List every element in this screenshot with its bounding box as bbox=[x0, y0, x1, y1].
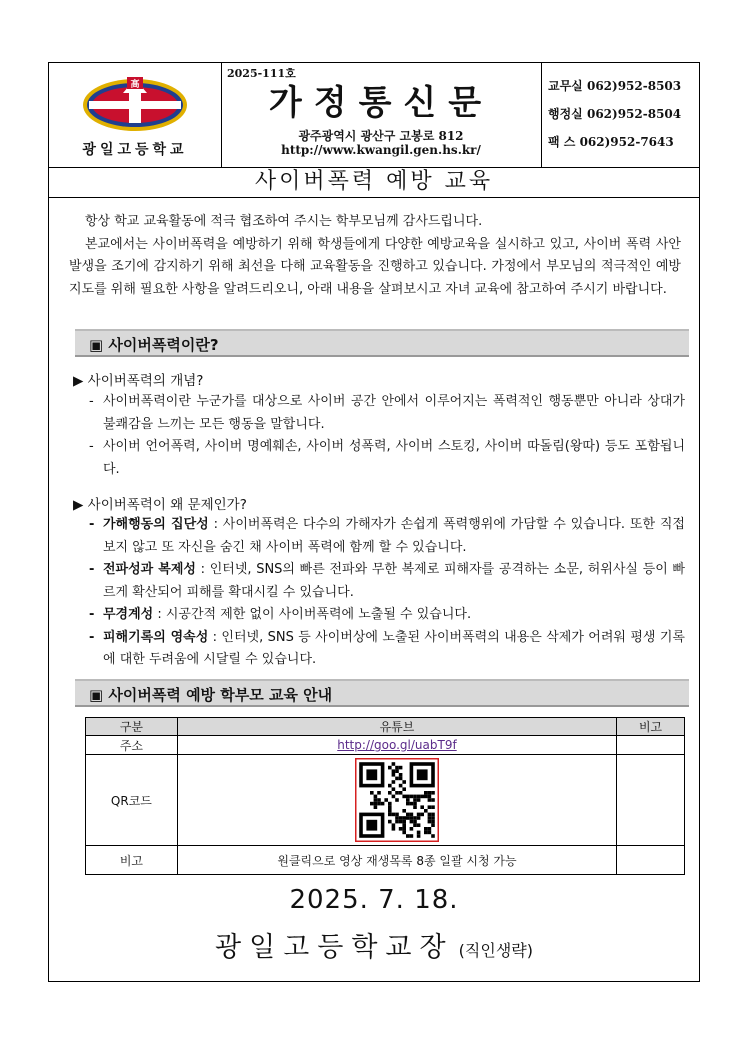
qr-code-icon[interactable] bbox=[355, 758, 439, 842]
logo-column bbox=[49, 63, 222, 167]
section-title: ▣ 사이버폭력이란? bbox=[89, 336, 219, 354]
table-cell bbox=[617, 736, 685, 755]
section-title: ▣ 사이버폭력 예방 학부모 교육 안내 bbox=[89, 686, 333, 704]
table-cell bbox=[617, 846, 685, 875]
newsletter-title: 가정통신문 bbox=[268, 83, 494, 123]
school-url[interactable]: http://www.kwangil.gen.hs.kr/ bbox=[281, 143, 481, 157]
contact-line bbox=[548, 77, 681, 94]
table-cell: 원클릭으로 영상 재생목록 8종 일괄 시청 가능 bbox=[177, 846, 616, 875]
contact-column bbox=[541, 63, 702, 167]
newsletter-page bbox=[48, 62, 700, 982]
contact-label: 팩 스 bbox=[548, 135, 576, 149]
list-item: - 무경계성 : 시공간적 제한 없이 사이버폭력에 노출될 수 있습니다. bbox=[89, 607, 472, 622]
list-item: - 사이버 언어폭력, 사이버 명예훼손, 사이버 성폭력, 사이버 스토킹, 사이버 따돌림(왕따) 등도 포함됩니다. bbox=[89, 439, 685, 477]
principal-name: 광일고등학교장 bbox=[215, 932, 454, 963]
table-cell: QR코드 bbox=[86, 755, 178, 846]
svg-text:高: 高 bbox=[130, 80, 140, 90]
table-row bbox=[86, 736, 685, 755]
item-term: 가해행동의 집단성 bbox=[103, 517, 209, 532]
list-item: - 전파성과 복제성 : 인터넷, SNS의 빠른 전파와 무한 복제로 피해자를 공격하는 소문, 허위사실 등이 빠르게 확산되어 피해를 확대시킬 수 있습니다. bbox=[89, 562, 685, 600]
intro-paragraph: 항상 학교 교육활동에 적극 협조하여 주시는 학부모님께 감사드립니다. bbox=[85, 214, 483, 229]
school-emblem-icon bbox=[79, 73, 191, 135]
contact-label: 교무실 bbox=[548, 79, 583, 93]
item-term: 무경계성 bbox=[103, 607, 154, 622]
table-header-cell: 구분 bbox=[86, 718, 178, 736]
education-table bbox=[85, 717, 685, 875]
table-cell: 비고 bbox=[86, 846, 178, 875]
item-term: 피해기록의 영속성 bbox=[103, 629, 209, 645]
table-cell: 주소 bbox=[86, 736, 178, 755]
intro-text bbox=[69, 211, 681, 301]
table-header-row bbox=[86, 718, 685, 736]
school-address: 광주광역시 광산구 고봉로 812 bbox=[298, 129, 464, 143]
problem-list bbox=[89, 514, 685, 672]
subject-title: 사이버폭력 예방 교육 bbox=[49, 167, 699, 198]
section-header bbox=[75, 679, 689, 707]
contact-value: 062)952-7643 bbox=[579, 135, 674, 149]
intro-paragraph: 본교에서는 사이버폭력을 예방하기 위해 학생들에게 다양한 예방교육을 실시하고 있고, 사이버 폭력 사안 발생을 조기에 감지하기 위해 최선을 다해 교육활동을 진행하고 있습니다. 가정에서 부모님의 적극적인 예방지도를 위해 필요한 사항을 알려드리오니, 아래 내용을 살펴보시고 자녀 교육에 참고하여 주시기 바랍니다. bbox=[69, 236, 681, 297]
table-header-cell: 유튜브 bbox=[177, 718, 616, 736]
table-row bbox=[86, 755, 685, 846]
contact-value: 062)952-8504 bbox=[586, 107, 682, 121]
issue-number: 2025-111호 bbox=[227, 67, 296, 80]
newsletter-header bbox=[49, 63, 699, 168]
title-column bbox=[221, 63, 541, 167]
youtube-link[interactable]: http://goo.gl/uabT9f bbox=[337, 738, 457, 752]
question-heading: ▶ 사이버폭력이 왜 문제인가? bbox=[73, 497, 247, 513]
table-cell bbox=[617, 755, 685, 846]
contact-value: 062)952-8503 bbox=[586, 79, 682, 93]
table-header-cell: 비고 bbox=[617, 718, 685, 736]
school-name: 광일고등학교 bbox=[82, 142, 188, 158]
table-row bbox=[86, 846, 685, 875]
section-header bbox=[75, 329, 689, 357]
table-cell bbox=[177, 736, 616, 755]
issue-date: 2025. 7. 18. bbox=[289, 885, 459, 915]
list-item: - 가해행동의 집단성 : 사이버폭력은 다수의 가해자가 손쉽게 폭력행위에 가담할 수 있습니다. 또한 직접 보지 않고 또 자신을 숨긴 채 사이버 폭력에 함께 할 수 있습니다. bbox=[89, 517, 685, 555]
contact-label: 행정실 bbox=[548, 107, 583, 121]
signature bbox=[49, 925, 699, 964]
seal-note: (직인생략) bbox=[458, 941, 533, 960]
item-term: 전파성과 복제성 bbox=[103, 562, 196, 577]
contact-line bbox=[548, 133, 674, 150]
list-item: - 피해기록의 영속성 : 인터넷, SNS 등 사이버상에 노출된 사이버폭력의 내용은 삭제가 어려워 평생 기록에 대한 두려움에 시달릴 수 있습니다. bbox=[89, 629, 685, 667]
table-cell bbox=[177, 755, 616, 846]
concept-list bbox=[89, 391, 685, 481]
list-item: - 사이버폭력이란 누군가를 대상으로 사이버 공간 안에서 이루어지는 폭력적인 행동뿐만 아니라 상대가 불쾌감을 느끼는 모든 행동을 말합니다. bbox=[89, 394, 685, 432]
question-heading: ▶ 사이버폭력의 개념? bbox=[73, 373, 204, 389]
contact-line bbox=[548, 105, 681, 122]
